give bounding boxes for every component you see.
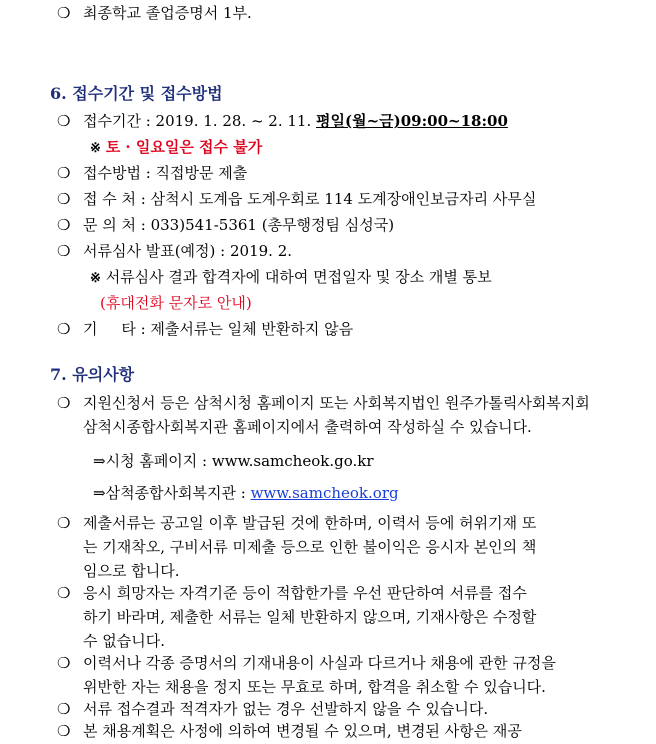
weekend-note-text: 토 · 일요일은 접수 불가 (105, 138, 263, 156)
etc-item: 기 타 : 제출서류는 일체 반환하지 않음 (83, 320, 354, 338)
welfare-site-label: 삼척종합사회복지관 : (105, 484, 251, 502)
section-7-title: 유의사항 (72, 365, 135, 384)
circle-bullet-icon: ❍ (57, 4, 71, 22)
note-mark-icon: ※ (90, 141, 101, 156)
section-7-number: 7. (50, 365, 67, 384)
diploma-item: 최종학교 졸업증명서 1부. (83, 4, 252, 22)
circle-bullet-icon: ❍ (57, 164, 71, 182)
announce-item: 서류심사 발표(예정) : 2019. 2. (83, 242, 293, 260)
circle-bullet-icon: ❍ (57, 514, 71, 532)
welfare-site-line (93, 482, 399, 504)
notice-item-2-line-2: 는 기재착오, 구비서류 미제출 등으로 인한 불이익은 응시자 본인의 책 (83, 538, 537, 556)
place-item: 접 수 처 : 삼척시 도계읍 도계우회로 114 도계장애인보금자리 사무실 (83, 190, 537, 208)
notice-item-3-line-1: 응시 희망자는 자격기준 등이 적합한가를 우선 판단하여 서류를 접수 (83, 584, 527, 602)
notice-item-5-line-1: 서류 접수결과 적격자가 없는 경우 선발하지 않을 수 있습니다. (83, 700, 489, 718)
section-6-heading (50, 82, 223, 106)
circle-bullet-icon: ❍ (57, 654, 71, 672)
announce-note (90, 266, 492, 290)
paren-close: ) (245, 294, 252, 312)
notice-item-3-line-2: 하기 바라며, 제출한 서류는 일체 반환하지 않으며, 기재사항은 수정할 (83, 608, 537, 626)
notice-item-1-line-1: 지원신청서 등은 삼척시청 홈페이지 또는 사회복지법인 원주가톨릭사회복지회 (83, 394, 590, 412)
period-item (83, 110, 508, 132)
sms-note-text: 휴대전화 문자로 안내 (105, 294, 246, 312)
notice-item-1-line-2: 삼척시종합사회복지관 홈페이지에서 출력하여 작성하실 수 있습니다. (83, 418, 532, 436)
section-6-title: 접수기간 및 접수방법 (72, 84, 223, 103)
weekend-note (90, 136, 262, 160)
arrow-icon: ⇒ (93, 484, 106, 502)
section-6-number: 6. (50, 84, 67, 103)
city-site-url: www.samcheok.go.kr (211, 452, 374, 470)
notice-item-6-line-1: 본 채용계획은 사정에 의하여 변경될 수 있으며, 변경된 사항은 재공 (83, 722, 522, 740)
note-mark-icon: ※ (90, 271, 101, 286)
announce-note-sms (100, 292, 252, 314)
period-hours: 평일(월~금)09:00~18:00 (316, 112, 508, 130)
circle-bullet-icon: ❍ (57, 190, 71, 208)
notice-item-3-line-3: 수 없습니다. (83, 632, 165, 650)
circle-bullet-icon: ❍ (57, 722, 71, 740)
section-7-heading (50, 363, 134, 387)
notice-item-2-line-3: 임으로 합니다. (83, 562, 180, 580)
circle-bullet-icon: ❍ (57, 320, 71, 338)
circle-bullet-icon: ❍ (57, 584, 71, 602)
circle-bullet-icon: ❍ (57, 700, 71, 718)
circle-bullet-icon: ❍ (57, 216, 71, 234)
contact-item: 문 의 처 : 033)541-5361 (총무행정팀 심성국) (83, 216, 395, 234)
arrow-icon: ⇒ (93, 452, 106, 470)
circle-bullet-icon: ❍ (57, 394, 71, 412)
method-item: 접수방법 : 직접방문 제출 (83, 164, 248, 182)
paren-open: ( (100, 294, 106, 312)
notice-item-4-line-1: 이력서나 각종 증명서의 기재내용이 사실과 다르거나 채용에 관한 규정을 (83, 654, 556, 672)
circle-bullet-icon: ❍ (57, 112, 71, 130)
welfare-site-link[interactable]: www.samcheok.org (250, 484, 399, 502)
announce-note-text: 서류심사 결과 합격자에 대하여 면접일자 및 장소 개별 통보 (105, 268, 492, 286)
notice-item-2-line-1: 제출서류는 공고일 이후 발급된 것에 한하며, 이력서 등에 허위기재 또 (83, 514, 537, 532)
circle-bullet-icon: ❍ (57, 242, 71, 260)
period-label: 접수기간 : 2019. 1. 28. ~ 2. 11. (83, 112, 312, 130)
notice-item-4-line-2: 위반한 자는 채용을 정지 또는 무효로 하며, 합격을 취소할 수 있습니다. (83, 678, 546, 696)
city-site-label: 시청 홈페이지 : (105, 452, 212, 470)
city-site-line (93, 450, 374, 472)
